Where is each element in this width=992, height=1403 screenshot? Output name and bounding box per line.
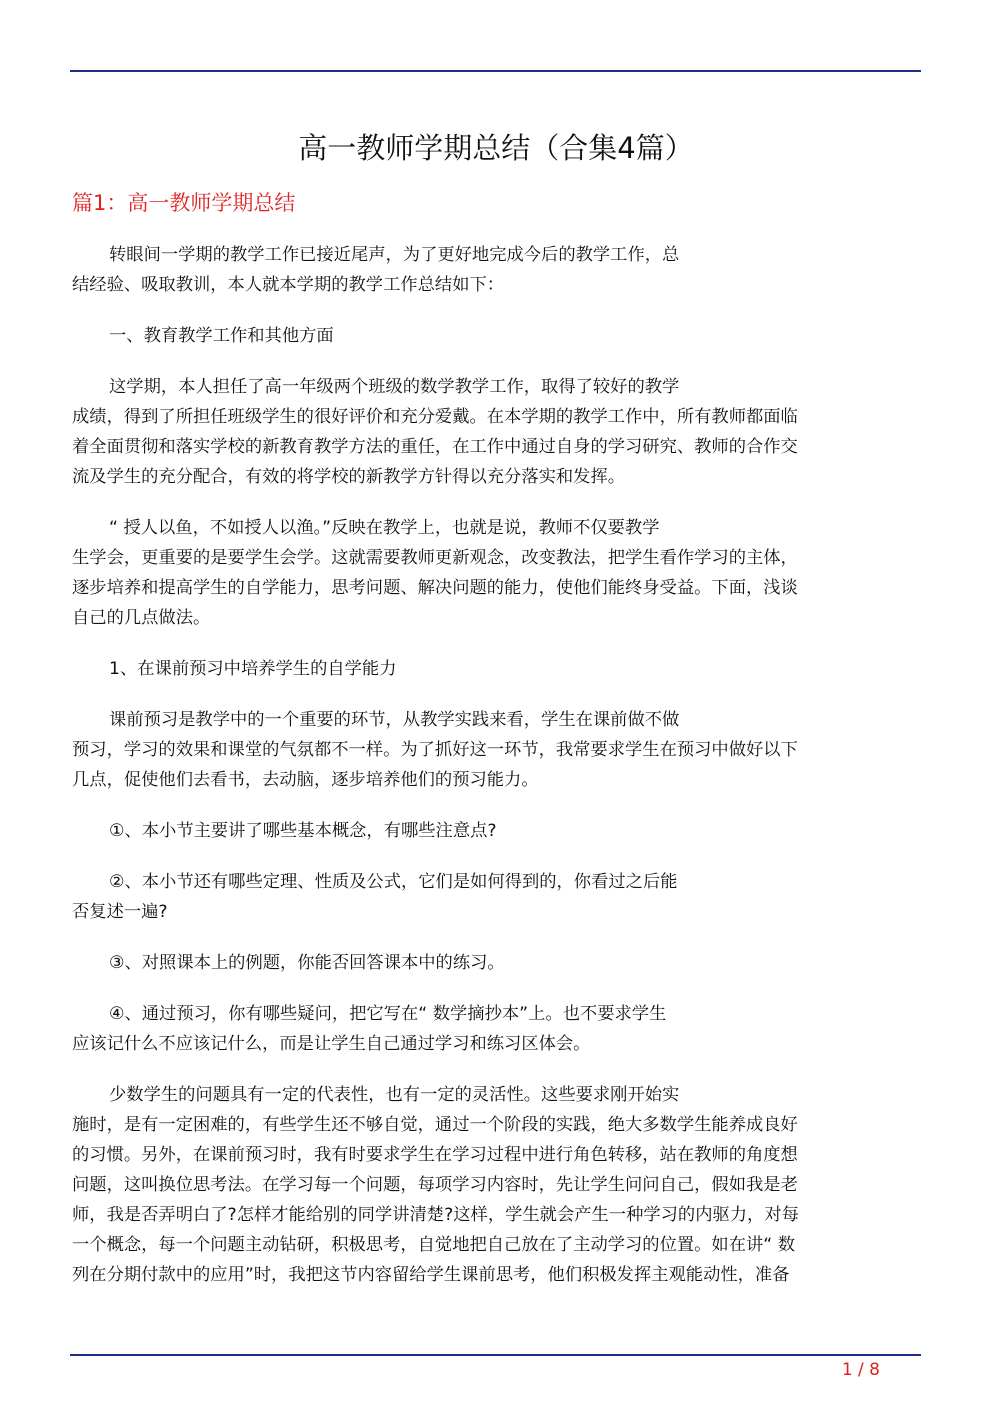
paragraph-line: 自己的几点做法。 [72,608,211,628]
paragraph-line: ②、本小节还有哪些定理、性质及公式，它们是如何得到的，你看过之后能 [109,872,678,892]
document-title: 高一教师学期总结（合集4篇） [298,131,694,165]
paragraph-line: 否复述一遍? [72,902,168,922]
paragraph [72,867,912,927]
document-body [72,240,912,1311]
paragraph-line: ③、对照课本上的例题，你能否回答课本中的练习。 [109,953,505,973]
paragraph-line: 结经验、吸取教训，本人就本学期的教学工作总结如下： [72,275,505,295]
paragraph [72,513,912,633]
paragraph-line: 预习，学习的效果和课堂的气氛都不一样。为了抓好这一环节，我常要求学生在预习中做好以下 [72,740,798,760]
paragraph-line: 施时，是有一定困难的，有些学生还不够自觉，通过一个阶段的实践，绝大多数学生能养成良好 [72,1115,798,1135]
paragraph [72,948,912,978]
paragraph-line: 师，我是否弄明白了?怎样才能给别的同学讲清楚?这样，学生就会产生一种学习的内驱力，对每 [72,1205,799,1225]
paragraph-line: “ 授人以鱼，不如授人以渔。”反映在教学上，也就是说，教师不仅要教学 [109,518,660,538]
paragraph [72,654,912,684]
paragraph-line: 这学期，本人担任了高一年级两个班级的数学教学工作，取得了较好的教学 [109,377,680,397]
paragraph [72,816,912,846]
paragraph-line: 几点，促使他们去看书，去动脑，逐步培养他们的预习能力。 [72,770,539,790]
paragraph-line: 着全面贯彻和落实学校的新教育教学方法的重任，在工作中通过自身的学习研究、教师的合作交 [72,437,798,457]
paragraph-line: 列在分期付款中的应用”时，我把这节内容留给学生课前思考，他们积极发挥主观能动性，准备 [72,1265,790,1285]
paragraph [72,321,912,351]
paragraph-line: 流及学生的充分配合，有效的将学校的新教学方针得以充分落实和发挥。 [72,467,626,487]
paragraph-line: 逐步培养和提高学生的自学能力，思考问题、解决问题的能力，使他们能终身受益。下面，浅谈 [72,578,798,598]
paragraph-line: 成绩，得到了所担任班级学生的很好评价和充分爱戴。在本学期的教学工作中，所有教师都面临 [72,407,798,427]
paragraph-line: 应该记什么不应该记什么，而是让学生自己通过学习和练习区体会。 [72,1034,591,1054]
paragraph-line: 问题，这叫换位思考法。在学习每一个问题，每项学习内容时，先让学生问问自己，假如我是老 [72,1175,798,1195]
paragraph [72,372,912,492]
paragraph-line: 少数学生的问题具有一定的代表性，也有一定的灵活性。这些要求刚开始实 [109,1085,680,1105]
paragraph-line: 的习惯。另外，在课前预习时，我有时要求学生在学习过程中进行角色转移，站在教师的角度想 [72,1145,798,1165]
paragraph-line: 一个概念，每一个问题主动钻研，积极思考，自觉地把自己放在了主动学习的位置。如在讲“ 数 [72,1235,795,1255]
section-heading: 篇1：高一教师学期总结 [72,191,296,215]
header-rule [70,70,921,72]
page-indicator: 1 / 8 [841,1360,880,1380]
paragraph-line: 课前预习是教学中的一个重要的环节，从教学实践来看，学生在课前做不做 [109,710,680,730]
footer-rule [70,1354,921,1356]
paragraph [72,705,912,795]
paragraph-line: 一、教育教学工作和其他方面 [109,326,334,346]
paragraph [72,240,912,300]
paragraph-line: 转眼间一学期的教学工作已接近尾声，为了更好地完成今后的教学工作，总 [109,245,680,265]
paragraph [72,999,912,1059]
paragraph-line: ①、本小节主要讲了哪些基本概念，有哪些注意点? [109,821,497,841]
paragraph-line: 1、在课前预习中培养学生的自学能力 [109,659,397,679]
paragraph-line: 生学会，更重要的是要学生会学。这就需要教师更新观念，改变教法，把学生看作学习的主体， [72,548,798,568]
paragraph-line: ④、通过预习，你有哪些疑问，把它写在“ 数学摘抄本”上。也不要求学生 [109,1004,667,1024]
paragraph [72,1080,912,1290]
